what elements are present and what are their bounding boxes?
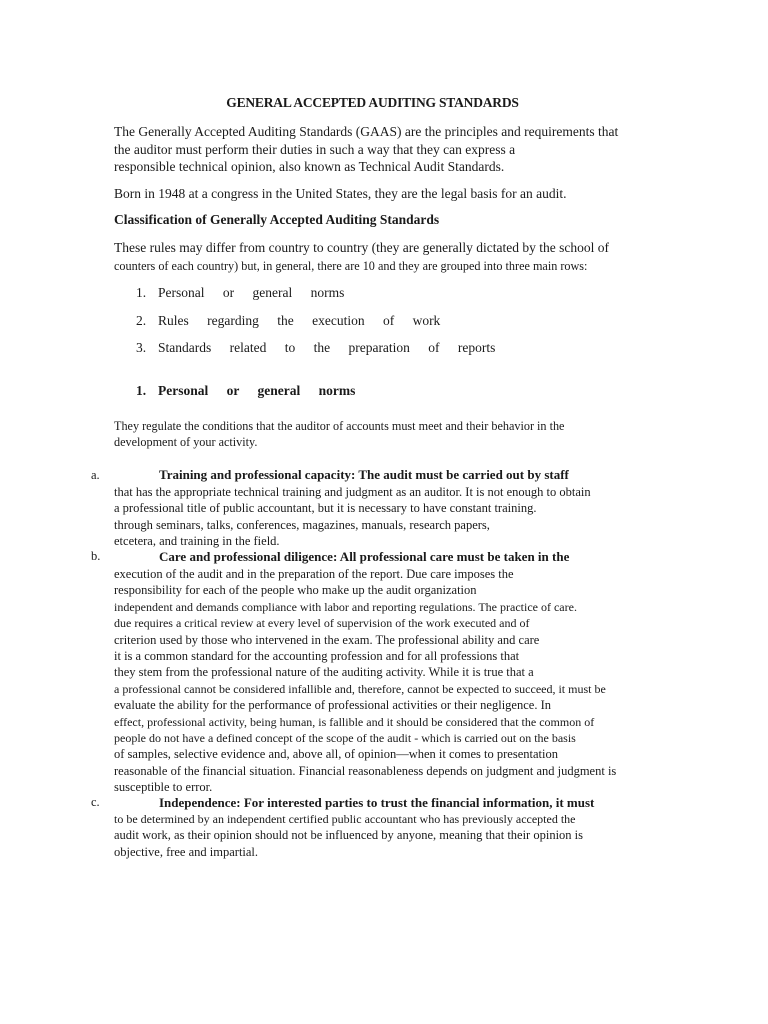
list-text: Standards related to the preparation of reports: [158, 340, 496, 355]
list-item: [136, 285, 495, 313]
heading-text: Classification of Generally Accepted Auditing Standards: [114, 212, 440, 227]
text-line: reasonable of the financial situation. Financial reasonableness depends on judgment and judgment is: [114, 763, 617, 778]
rules-paragraph: [114, 239, 654, 275]
section-title: Personal or general norms: [158, 383, 356, 398]
text-line: of samples, selective evidence and, above all, of opinion—when it comes to presentation: [114, 747, 558, 762]
text-line: They regulate the conditions that the auditor of accounts must meet and their behavior in the: [114, 419, 565, 433]
text-line: a professional cannot be considered infallible and, therefore, cannot be expected to succeed, it must be: [114, 681, 606, 696]
born-paragraph: [114, 186, 654, 202]
section-heading: [136, 383, 355, 399]
text-line: due requires a critical review at every level of supervision of the work executed and of: [114, 616, 530, 631]
text-line: the auditor must perform their duties in such a way that they can express a: [114, 141, 516, 157]
text-line: counters of each country) but, in general, there are 10 and they are grouped into three main rows:: [114, 259, 588, 273]
main-rows-list: [136, 285, 495, 368]
classification-heading: [114, 212, 654, 228]
item-letter: a.: [91, 468, 100, 482]
regulate-paragraph: [114, 418, 654, 450]
text-line: evaluate the ability for the performance of professional activities or their negligence. In: [114, 698, 551, 713]
text-line: These rules may differ from country to country (they are generally dictated by the school of: [114, 240, 609, 255]
text-line: The Generally Accepted Auditing Standards (GAAS) are the principles and requirements that: [114, 124, 619, 139]
list-number: 1.: [136, 285, 147, 300]
text-line: etcetera, and training in the field.: [114, 534, 280, 549]
text-line: independent and demands compliance with labor and reporting regulations. The practice of care.: [114, 599, 577, 614]
text-line: a professional title of public accountant, but it is necessary to have constant training.: [114, 501, 537, 516]
text-line: they stem from the professional nature of the auditing activity. While it is true that a: [114, 665, 534, 680]
item-heading: Training and professional capacity: The audit must be carried out by staff: [159, 467, 569, 482]
text-line: through seminars, talks, conferences, magazines, manuals, research papers,: [114, 517, 490, 532]
item-letter: c.: [91, 795, 100, 809]
section-number: 1.: [136, 383, 147, 398]
list-text: Personal or general norms: [158, 285, 345, 300]
list-number: 2.: [136, 312, 147, 328]
text-line: responsible technical opinion, also known as Technical Audit Standards.: [114, 159, 505, 174]
item-heading: Independence: For interested parties to trust the financial information, it must: [159, 795, 595, 810]
text-line: objective, free and impartial.: [114, 844, 259, 859]
item-body: [114, 811, 674, 860]
text-line: susceptible to error.: [114, 780, 213, 795]
text-line: audit work, as their opinion should not be influenced by anyone, meaning that their opinion is: [114, 828, 584, 843]
text-line: responsibility for each of the people who make up the audit organization: [114, 583, 477, 598]
text-line: effect, professional activity, being human, is fallible and it should be considered that the common of: [114, 714, 595, 729]
page-title: GENERAL ACCEPTED AUDITING STANDARDS: [226, 95, 519, 110]
list-number: 3.: [136, 340, 147, 355]
intro-paragraph: [114, 123, 654, 176]
item-body: [114, 484, 674, 550]
list-item: [136, 340, 495, 368]
list-text: Rules regarding the execution of work: [158, 312, 441, 328]
text-line: execution of the audit and in the preparation of the report. Due care imposes the: [114, 567, 514, 581]
text-line: it is a common standard for the accounting profession and for all professions that: [114, 649, 520, 664]
text-line: development of your activity.: [114, 435, 258, 449]
item-heading: Care and professional diligence: All professional care must be taken in the: [159, 549, 570, 564]
list-item: [136, 313, 495, 341]
text-line: criterion used by those who intervened in the exam. The professional ability and care: [114, 632, 540, 647]
text-line: that has the appropriate technical training and judgment as an auditor. It is not enough to obtain: [114, 485, 591, 499]
text-line: Born in 1948 at a congress in the United States, they are the legal basis for an audit.: [114, 186, 567, 201]
text-line: to be determined by an independent certified public accountant who has previously accepted the: [114, 812, 576, 826]
item-body: [114, 566, 674, 796]
item-letter: b.: [91, 549, 101, 563]
text-line: people do not have a defined concept of the scope of the audit - which is carried out on the basis: [114, 731, 576, 746]
